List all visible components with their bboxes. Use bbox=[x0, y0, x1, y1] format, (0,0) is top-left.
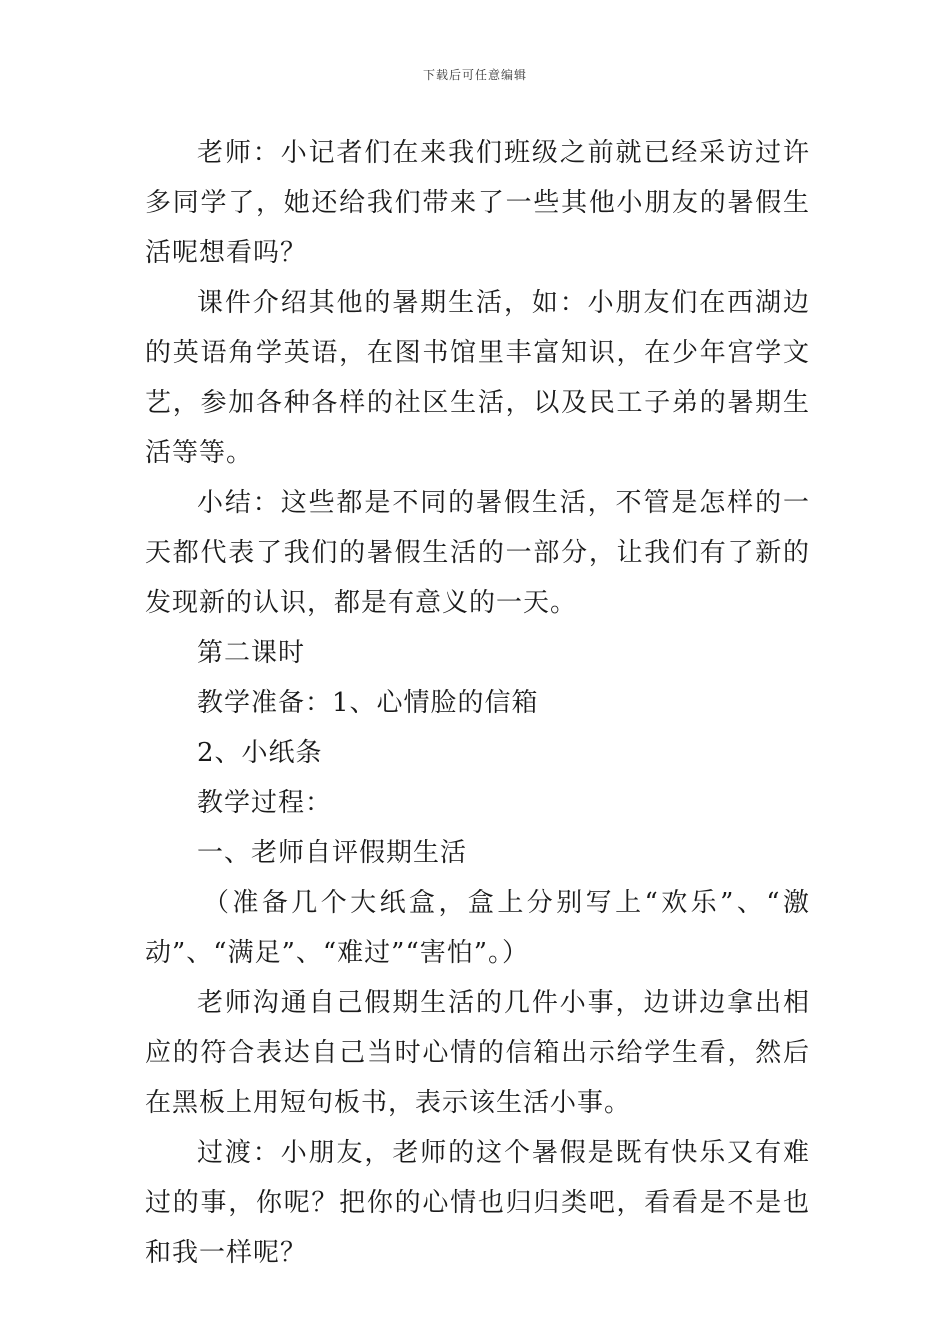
document-body bbox=[145, 128, 810, 1278]
section-heading: 第二课时 bbox=[197, 638, 306, 668]
paragraph: 小结：这些都是不同的暑假生活，不管是怎样的一天都代表了我们的暑假生活的一部分，让我们有了新的发现新的认识，都是有意义的一天。 bbox=[145, 488, 810, 618]
paragraph: （准备几个大纸盒，盒上分别写上“欢乐”、“激动”、“满足”、“难过”“害怕”。） bbox=[145, 888, 810, 968]
paragraph: 教学过程： bbox=[197, 788, 333, 818]
paragraph: 老师：小记者们在来我们班级之前就已经采访过许多同学了，她还给我们带来了一些其他小朋友的暑假生活呢想看吗？ bbox=[145, 138, 810, 268]
paragraph: 教学准备：1、心情脸的信箱 bbox=[197, 688, 539, 718]
paragraph: 课件介绍其他的暑期生活，如：小朋友们在西湖边的英语角学英语，在图书馆里丰富知识，在少年宫学文艺，参加各种各样的社区生活，以及民工子弟的暑期生活等等。 bbox=[145, 288, 810, 468]
paragraph: 一、老师自评假期生活 bbox=[197, 838, 468, 868]
paragraph: 老师沟通自己假期生活的几件小事，边讲边拿出相应的符合表达自己当时心情的信箱出示给学生看，然后在黑板上用短句板书，表示该生活小事。 bbox=[145, 988, 810, 1118]
header-note: 下载后可任意编辑 bbox=[422, 68, 527, 82]
paragraph: 2、小纸条 bbox=[197, 738, 323, 768]
paragraph: 过渡：小朋友，老师的这个暑假是既有快乐又有难过的事，你呢？把你的心情也归归类吧，看看是不是也和我一样呢？ bbox=[145, 1138, 810, 1268]
